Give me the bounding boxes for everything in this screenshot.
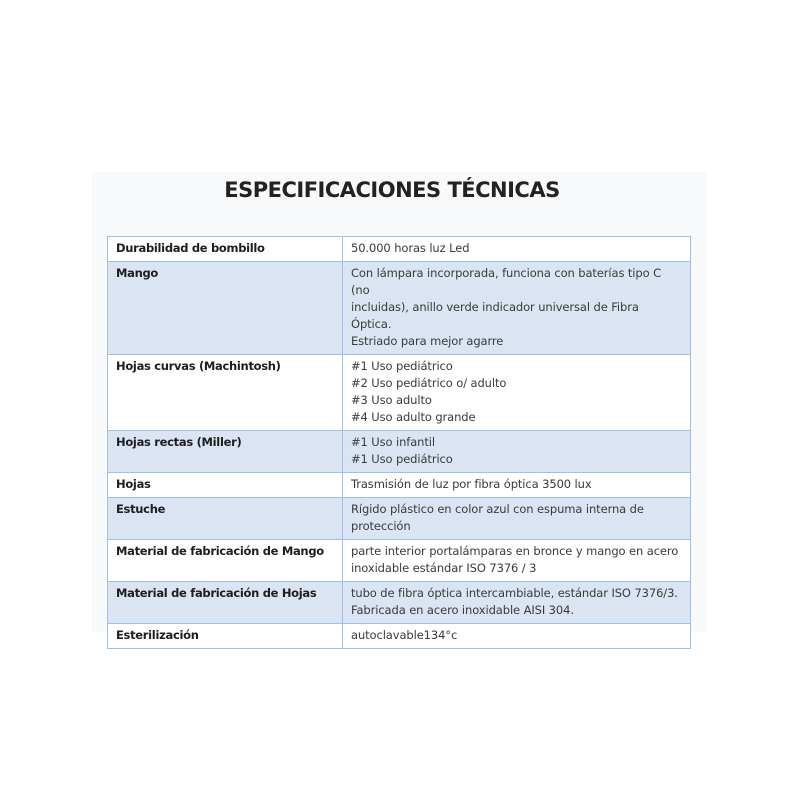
spec-value xyxy=(343,540,691,582)
spec-value-line: #3 Uso adulto xyxy=(351,393,432,407)
spec-value-line: Con lámpara incorporada, funciona con baterías tipo C (no xyxy=(351,266,662,297)
table-row xyxy=(108,431,691,473)
spec-value-line: incluidas), anillo verde indicador universal de Fibra Óptica. xyxy=(351,300,639,331)
spec-value-line: Estriado para mejor agarre xyxy=(351,334,504,348)
spec-value xyxy=(343,473,691,498)
spec-label: Hojas xyxy=(108,473,343,498)
spec-value-line: #1 Uso infantil xyxy=(351,435,435,449)
spec-value xyxy=(343,498,691,540)
spec-label: Hojas curvas (Machintosh) xyxy=(108,355,343,431)
table-row xyxy=(108,624,691,649)
table-row xyxy=(108,473,691,498)
spec-value xyxy=(343,624,691,649)
spec-label: Durabilidad de bombillo xyxy=(108,237,343,262)
spec-value-line: parte interior portalámparas en bronce y mango en acero xyxy=(351,544,679,558)
page-title: ESPECIFICACIONES TÉCNICAS xyxy=(224,178,560,202)
spec-value-line: Trasmisión de luz por fibra óptica 3500 lux xyxy=(351,477,592,491)
table-row xyxy=(108,262,691,355)
spec-value-line: inoxidable estándar ISO 7376 / 3 xyxy=(351,561,537,575)
spec-value-line: #4 Uso adulto grande xyxy=(351,410,476,424)
specifications-table xyxy=(107,236,691,649)
spec-value-line: #2 Uso pediátrico o/ adulto xyxy=(351,376,507,390)
spec-label: Material de fabricación de Hojas xyxy=(108,582,343,624)
spec-label: Mango xyxy=(108,262,343,355)
spec-value-line: #1 Uso pediátrico xyxy=(351,452,453,466)
table-row xyxy=(108,498,691,540)
spec-value xyxy=(343,262,691,355)
spec-label: Hojas rectas (Miller) xyxy=(108,431,343,473)
spec-value-line: Fabricada en acero inoxidable AISI 304. xyxy=(351,603,574,617)
spec-value-line: Rígido plástico en color azul con espuma interna de xyxy=(351,502,644,516)
table-row xyxy=(108,355,691,431)
spec-value-line: tubo de fibra óptica intercambiable, estándar ISO 7376/3. xyxy=(351,586,678,600)
spec-value xyxy=(343,431,691,473)
table-row xyxy=(108,582,691,624)
table-row xyxy=(108,237,691,262)
spec-value-line: 50.000 horas luz Led xyxy=(351,241,470,255)
spec-value xyxy=(343,355,691,431)
spec-value xyxy=(343,582,691,624)
table-row xyxy=(108,540,691,582)
spec-value xyxy=(343,237,691,262)
spec-value-line: #1 Uso pediátrico xyxy=(351,359,453,373)
spec-value-line: autoclavable134°c xyxy=(351,628,458,642)
spec-label: Material de fabricación de Mango xyxy=(108,540,343,582)
spec-label: Esterilización xyxy=(108,624,343,649)
spec-value-line: protección xyxy=(351,519,411,533)
spec-label: Estuche xyxy=(108,498,343,540)
